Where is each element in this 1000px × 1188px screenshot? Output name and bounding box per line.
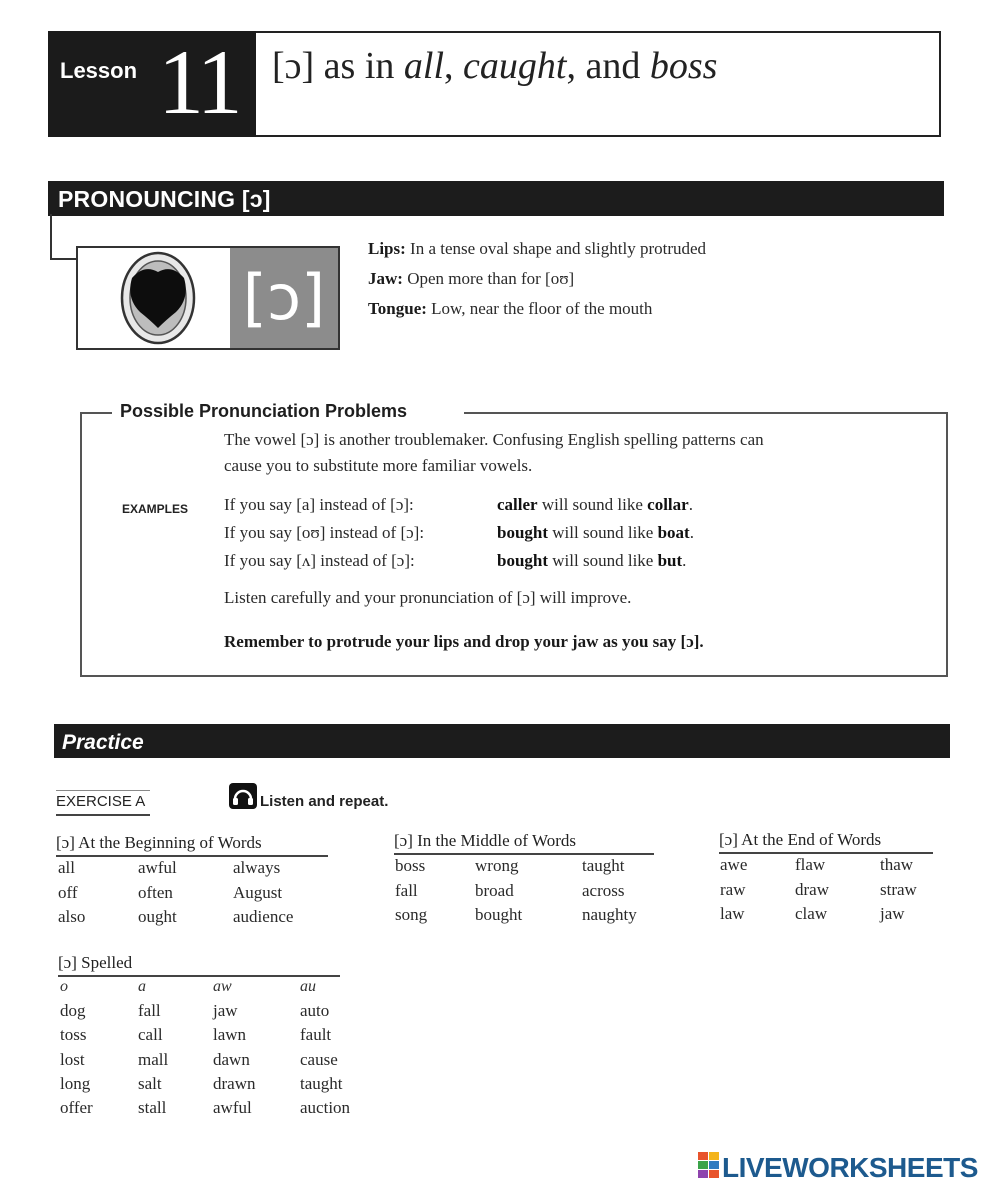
- spelling-column-header: o: [60, 978, 68, 995]
- liveworksheets-logo-icon: [698, 1150, 720, 1180]
- word: salt: [138, 1074, 162, 1093]
- word: also: [58, 907, 86, 926]
- end-heading: [ɔ] At the End of Words: [719, 830, 933, 854]
- example-result: caller will sound like collar.: [497, 495, 693, 514]
- example-condition: If you say [ʌ] instead of [ɔ]:: [224, 551, 415, 570]
- lips-description: Lips: In a tense oval shape and slightly protruded: [368, 239, 707, 258]
- word: claw: [795, 904, 828, 923]
- problems-intro-line: The vowel [ɔ] is another troublemaker. Confusing English spelling patterns can: [224, 430, 764, 449]
- mouth-shape-icon: [110, 250, 206, 346]
- word: jaw: [213, 1001, 238, 1020]
- example-condition: If you say [a] instead of [ɔ]:: [224, 495, 414, 514]
- spelled-heading: [ɔ] Spelled: [58, 953, 340, 977]
- example-result: bought will sound like boat.: [497, 523, 694, 542]
- word: long: [60, 1074, 91, 1093]
- word: often: [138, 883, 173, 902]
- word: song: [395, 905, 428, 924]
- exercise-label: EXERCISE A: [56, 790, 150, 816]
- word: wrong: [475, 856, 519, 875]
- word: raw: [720, 880, 746, 899]
- word: stall: [138, 1098, 167, 1117]
- word: drawn: [213, 1074, 256, 1093]
- word: offer: [60, 1098, 93, 1117]
- listen-note: Listen carefully and your pronunciation of [ɔ] will improve.: [224, 588, 632, 607]
- spelling-column-header: a: [138, 978, 146, 995]
- word: bought: [475, 905, 523, 924]
- word: call: [138, 1025, 163, 1044]
- vowel-symbol: [ɔ]: [242, 261, 326, 334]
- word: dawn: [213, 1050, 250, 1069]
- remember-note: Remember to protrude your lips and drop your jaw as you say [ɔ].: [224, 632, 704, 651]
- word: boss: [395, 856, 426, 875]
- beginning-heading: [ɔ] At the Beginning of Words: [56, 833, 328, 857]
- word: awe: [720, 855, 748, 874]
- lesson-number: 11: [158, 31, 239, 133]
- spelling-column-header: aw: [213, 978, 232, 995]
- word: taught: [300, 1074, 343, 1093]
- word: cause: [300, 1050, 338, 1069]
- brand-name: LIVEWORKSHEETS: [722, 1152, 978, 1183]
- word: mall: [138, 1050, 169, 1069]
- lesson-label: Lesson: [60, 58, 138, 83]
- headphones-icon[interactable]: [229, 783, 257, 809]
- practice-heading: Practice: [62, 731, 144, 754]
- bracket-line: [50, 258, 78, 260]
- word: straw: [880, 880, 917, 899]
- word: toss: [60, 1025, 87, 1044]
- word: auto: [300, 1001, 330, 1020]
- word: awful: [138, 858, 177, 877]
- word: across: [582, 881, 625, 900]
- middle-heading: [ɔ] In the Middle of Words: [394, 831, 654, 855]
- problems-intro-line: cause you to substitute more familiar vowels.: [224, 456, 533, 475]
- exercise-instruction: Listen and repeat.: [260, 793, 389, 810]
- word: lawn: [213, 1025, 247, 1044]
- spelling-column-header: au: [300, 978, 316, 995]
- word: always: [233, 858, 281, 877]
- word: draw: [795, 880, 829, 899]
- word: naughty: [582, 905, 637, 924]
- jaw-description: Jaw: Open more than for [oʊ]: [368, 269, 575, 288]
- word: flaw: [795, 855, 826, 874]
- problems-heading: Possible Pronunciation Problems: [120, 401, 408, 421]
- word: broad: [475, 881, 514, 900]
- word: law: [720, 904, 745, 923]
- word: awful: [213, 1098, 252, 1117]
- word: jaw: [880, 904, 905, 923]
- word: dog: [60, 1001, 86, 1020]
- tongue-description: Tongue: Low, near the floor of the mouth: [368, 299, 653, 318]
- practice-bar: [54, 724, 950, 758]
- example-condition: If you say [oʊ] instead of [ɔ]:: [224, 523, 425, 542]
- word: fall: [138, 1001, 161, 1020]
- word: off: [58, 883, 78, 902]
- word: lost: [60, 1050, 85, 1069]
- bracket-line: [50, 214, 52, 260]
- word: auction: [300, 1098, 351, 1117]
- word: taught: [582, 856, 625, 875]
- word: thaw: [880, 855, 914, 874]
- word: August: [233, 883, 283, 902]
- word: all: [58, 858, 75, 877]
- word: audience: [233, 907, 294, 926]
- examples-label: EXAMPLES: [122, 502, 189, 516]
- lesson-title: [ɔ] as in all, caught, and boss: [272, 45, 718, 87]
- example-result: bought will sound like but.: [497, 551, 687, 570]
- pronouncing-heading: PRONOUNCING [ɔ]: [58, 186, 271, 212]
- word: fault: [300, 1025, 332, 1044]
- word: ought: [138, 907, 177, 926]
- word: fall: [395, 881, 418, 900]
